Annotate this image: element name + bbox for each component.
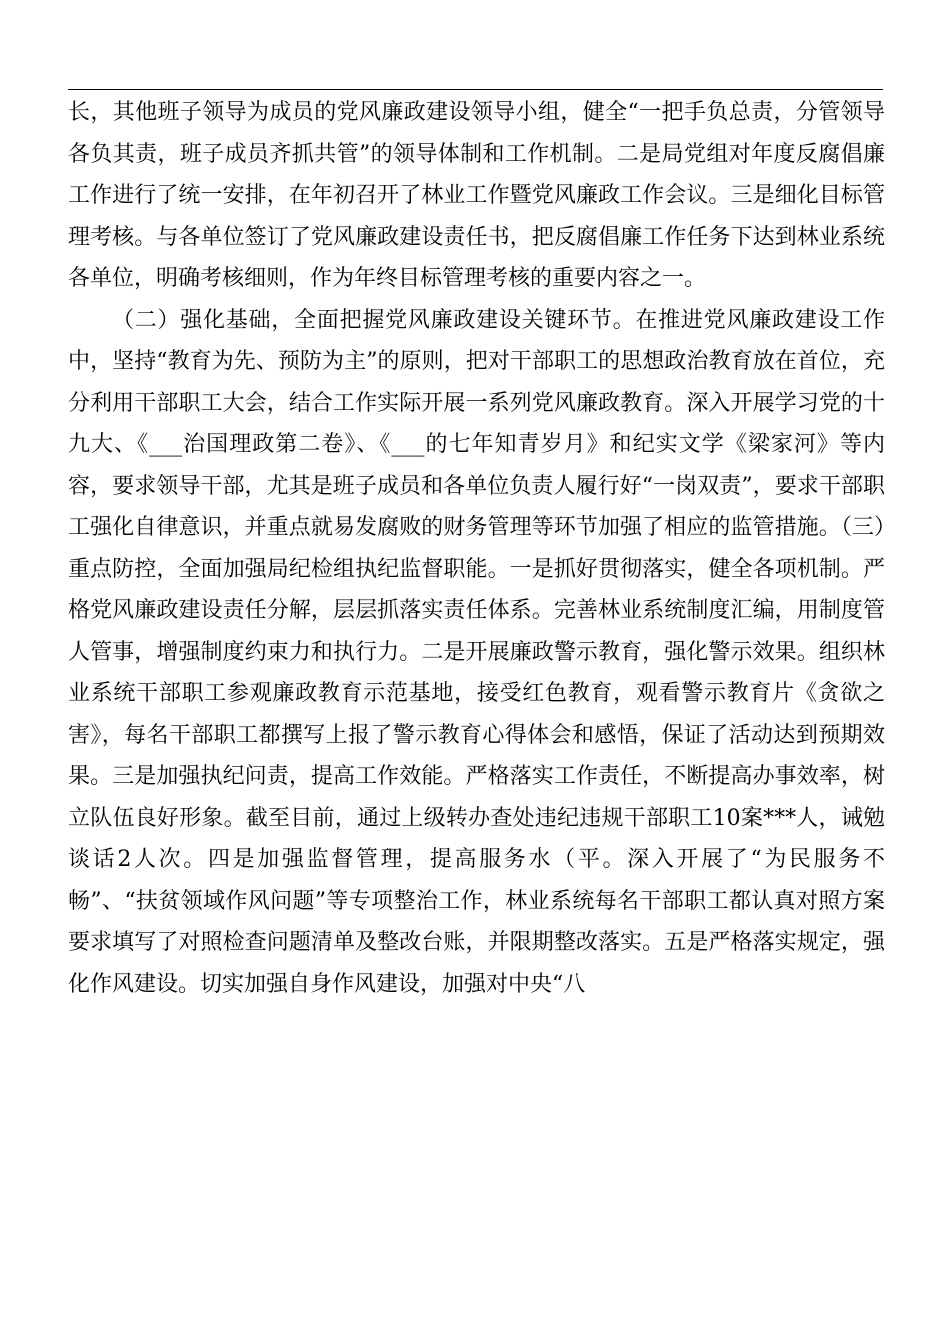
paragraph-continued: 长，其他班子领导为成员的党风廉政建设领导小组，健全“一把手负总责，分管领导各负其责，班子成员齐抓共管”的领导体制和工作机制。二是局党组对年度反腐倡廉工作进行了统一安排，在年初召开了林业工作暨党风廉政工作会议。三是细化目标管理考核。与各单位签订了党风廉政建设责任书，把反腐倡廉工作任务下达到林业系统各单位，明确考核细则，作为年终目标管理考核的重要内容之一。 [68, 100, 885, 291]
paragraph-section-two: （二）强化基础，全面把握党风廉政建设关键环节。在推进党风廉政建设工作中，坚持“教育为先、预防为主”的原则，把对干部职工的思想政治教育放在首位，充分利用干部职工大会，结合工作实际开展一系列党风廉政教育。深入开展学习党的十九大、《___治国理政第二卷》、《___的七年知青岁月》和纪实文学《梁家河》等内容，要求领导干部，尤其是班子成员和各单位负责人履行好“一岗双责”，要求干部职工强化自律意识，并重点就易发腐败的财务管理等环节加强了相应的监管措施。（三）重点防控，全面加强局纪检组执纪监督职能。一是抓好贯彻落实，健全各项机制。严格党风廉政建设责任分解，层层抓落实责任体系。完善林业系统制度汇编，用制度管人管事，增强制度约束力和执行力。二是开展廉政警示教育，强化警示效果。组织林业系统干部职工参观廉政教育示范基地，接受红色教育，观看警示教育片《贪欲之害》，每名干部职工都撰写上报了警示教育心得体会和感悟，保证了活动达到预期效果。三是加强执纪问责，提高工作效能。严格落实工作责任，不断提高办事效率，树立队伍良好形象。截至目前，通过上级转办查处违纪违规干部职工10案***人，诫勉谈话2人次。四是加强监督管理，提高服务水（平。深入开展了“为民服务不畅”、“扶贫领域作风问题”等专项整治工作，林业系统每名干部职工都认真对照方案要求填写了对照检查问题清单及整改台账，并限期整改落实。五是严格落实规定，强化作风建设。切实加强自身作风建设，加强对中央“八 [68, 307, 885, 997]
header-rule [68, 89, 883, 90]
document-body [68, 92, 885, 1005]
